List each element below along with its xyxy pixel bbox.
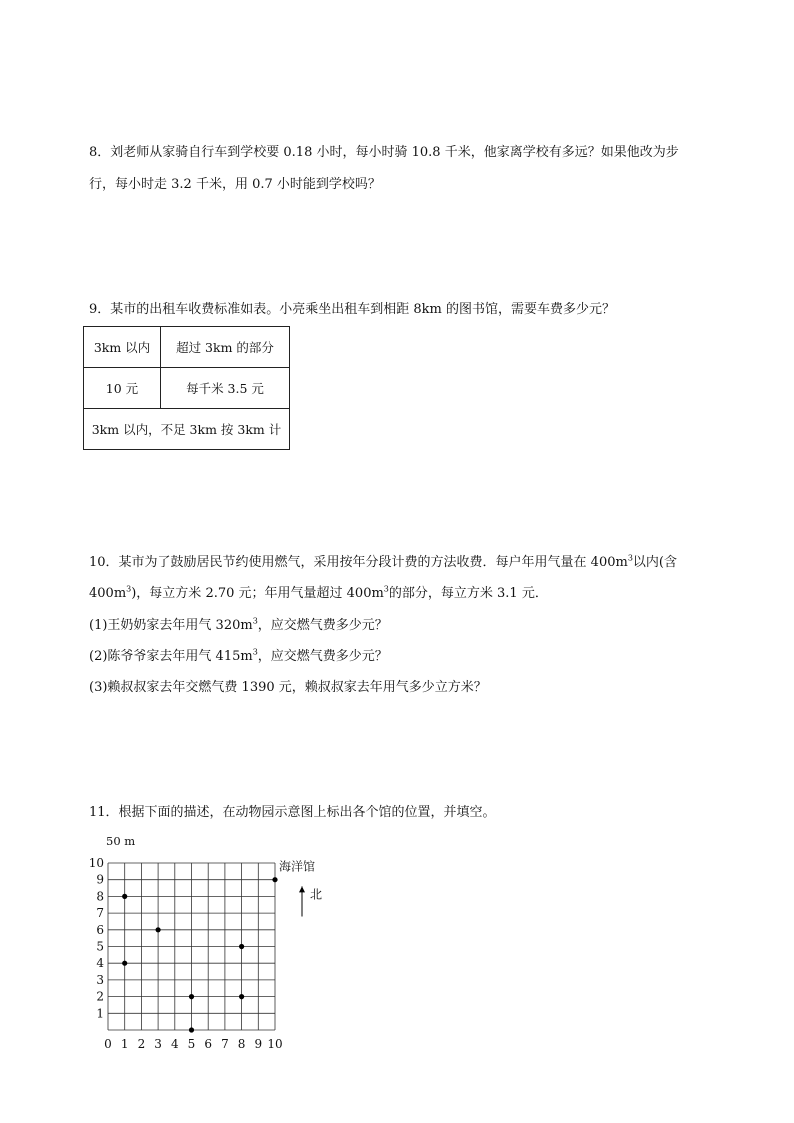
fare-table <box>83 326 290 450</box>
annotations <box>279 859 315 874</box>
zoo-grid-chart <box>88 828 348 1053</box>
q10-sub1: (1)王奶奶家去年用气 $320m^3$，应交燃气费多少元？ <box>89 616 388 633</box>
q8-line1: 8．刘老师从家骑自行车到学校要 0.18 小时，每小时骑 10.8 千米，他家离学校有多远？如果他改为步 <box>89 145 679 160</box>
y-tick-label: 5 <box>96 939 104 954</box>
grid-lines <box>108 863 275 1030</box>
fare-base-price: 10 元 <box>84 368 161 409</box>
q10-sub3: (3)赖叔叔家去年交燃气费 1390 元，赖叔叔家去年用气多少立方米？ <box>89 680 487 695</box>
q10-sub2: (2)陈爷爷家去年用气 $415m^3$，应交燃气费多少元？ <box>89 647 388 664</box>
location-point <box>239 944 244 949</box>
fare-per-km: 每千米 3.5 元 <box>161 368 290 409</box>
y-tick-label: 10 <box>88 856 104 870</box>
location-point <box>239 994 244 999</box>
location-point <box>122 894 127 899</box>
y-tick-label: 4 <box>96 956 104 971</box>
y-tick-label: 2 <box>96 989 104 1004</box>
x-tick-label: 3 <box>154 1037 162 1051</box>
y-tick-label: 9 <box>96 872 104 887</box>
fare-note: 3km 以内，不足 3km 按 3km 计 <box>84 409 290 450</box>
x-tick-label: 8 <box>237 1037 246 1051</box>
x-tick-label: 6 <box>204 1037 213 1051</box>
q11-text: 11．根据下面的描述，在动物园示意图上标出各个馆的位置，并填空。 <box>89 805 496 820</box>
y-tick-label: 8 <box>96 889 104 904</box>
x-tick-label: 2 <box>137 1037 146 1051</box>
y-tick-label: 6 <box>96 922 104 937</box>
x-tick-label: 7 <box>221 1037 229 1051</box>
y-tick-label: 3 <box>96 972 104 987</box>
north-label: 北 <box>310 887 323 902</box>
x-tick-label: 9 <box>254 1037 263 1051</box>
fare-header-within: 3km 以内 <box>84 327 161 368</box>
location-points <box>122 877 277 1033</box>
axis-ticks <box>89 856 283 1051</box>
y-tick-label: 1 <box>96 1006 104 1021</box>
q10-line2: $400m^3$)，每立方米 2.70 元；年用气量超过 $400m^3$的部分，每立方米 3.1 元． <box>89 584 548 601</box>
location-point <box>189 994 194 999</box>
fare-header-beyond: 超过 3km 的部分 <box>161 327 290 368</box>
location-point <box>156 927 161 932</box>
location-point <box>272 877 277 882</box>
annotation-label: 海洋馆 <box>279 859 316 874</box>
location-point <box>122 961 127 966</box>
x-tick-label: 10 <box>267 1037 283 1051</box>
q9-text: 9．某市的出租车收费标准如表。小亮乘坐出租车到相距 8km 的图书馆，需要车费多少元？ <box>89 302 616 317</box>
x-tick-label: 5 <box>187 1037 196 1051</box>
x-tick-label: 4 <box>170 1037 179 1051</box>
grid-unit-label: 50 m <box>106 834 136 848</box>
north-arrow-head <box>299 886 305 892</box>
q10-line1: 10．某市为了鼓励居民节约使用燃气，采用按年分段计费的方法收费．每户年用气量在 $400m^3$以内(含 <box>89 553 677 570</box>
q8-line2: 行，每小时走 3.2 千米，用 0.7 小时能到学校吗？ <box>89 177 381 192</box>
north-indicator <box>299 886 322 916</box>
x-tick-label: 1 <box>120 1037 129 1051</box>
x-tick-label: 0 <box>104 1037 112 1051</box>
location-point <box>189 1027 194 1032</box>
y-tick-label: 7 <box>96 906 104 921</box>
